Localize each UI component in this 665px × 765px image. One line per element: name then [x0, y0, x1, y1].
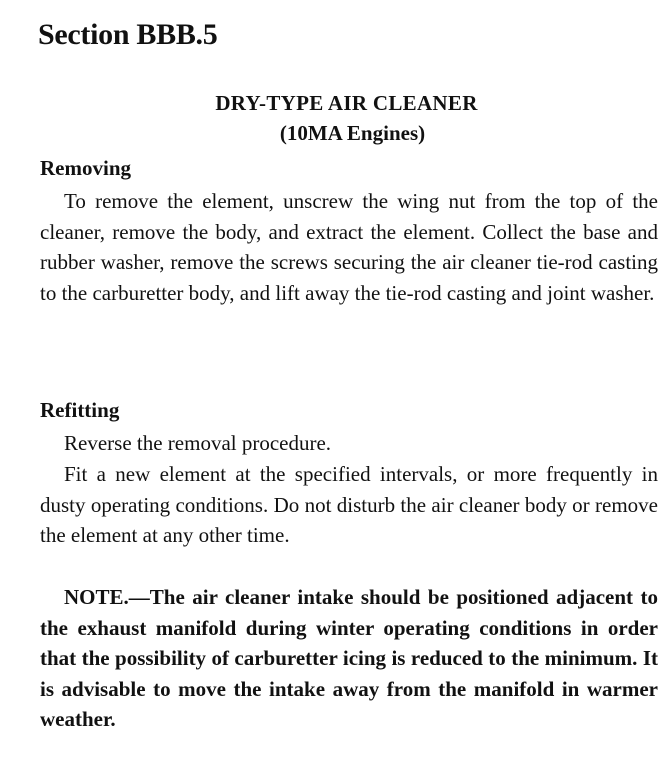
section-heading: Section BBB.5	[38, 18, 218, 51]
title-block	[0, 88, 665, 148]
page-subtitle: (10MA Engines)	[279, 121, 426, 145]
removing-paragraph: To remove the element, unscrew the wing nut from the top of the cleaner, remove the body, and extract the element. Collect the base and rubber washer, remove the screws securing the air cleaner tie-rod casting to the carburetter body, and lift away the tie-rod casting and joint washer.	[40, 189, 658, 305]
refitting-heading: Refitting	[40, 398, 120, 422]
refitting-paragraph-2: Fit a new element at the specified intervals, or more frequently in dusty operating conditions. Do not disturb the air cleaner body or remove the element at any other time.	[40, 462, 658, 548]
page-title: DRY-TYPE AIR CLEANER	[215, 91, 478, 115]
note-paragraph: NOTE.—The air cleaner intake should be positioned adjacent to the exhaust manifold during winter operating conditions in order that the possibility of carburetter icing is reduced to the minimum. It is advisable to move the intake away from the manifold in warmer weather.	[40, 585, 658, 732]
removing-heading: Removing	[40, 156, 131, 180]
refitting-paragraph-1: Reverse the removal procedure.	[64, 431, 332, 455]
